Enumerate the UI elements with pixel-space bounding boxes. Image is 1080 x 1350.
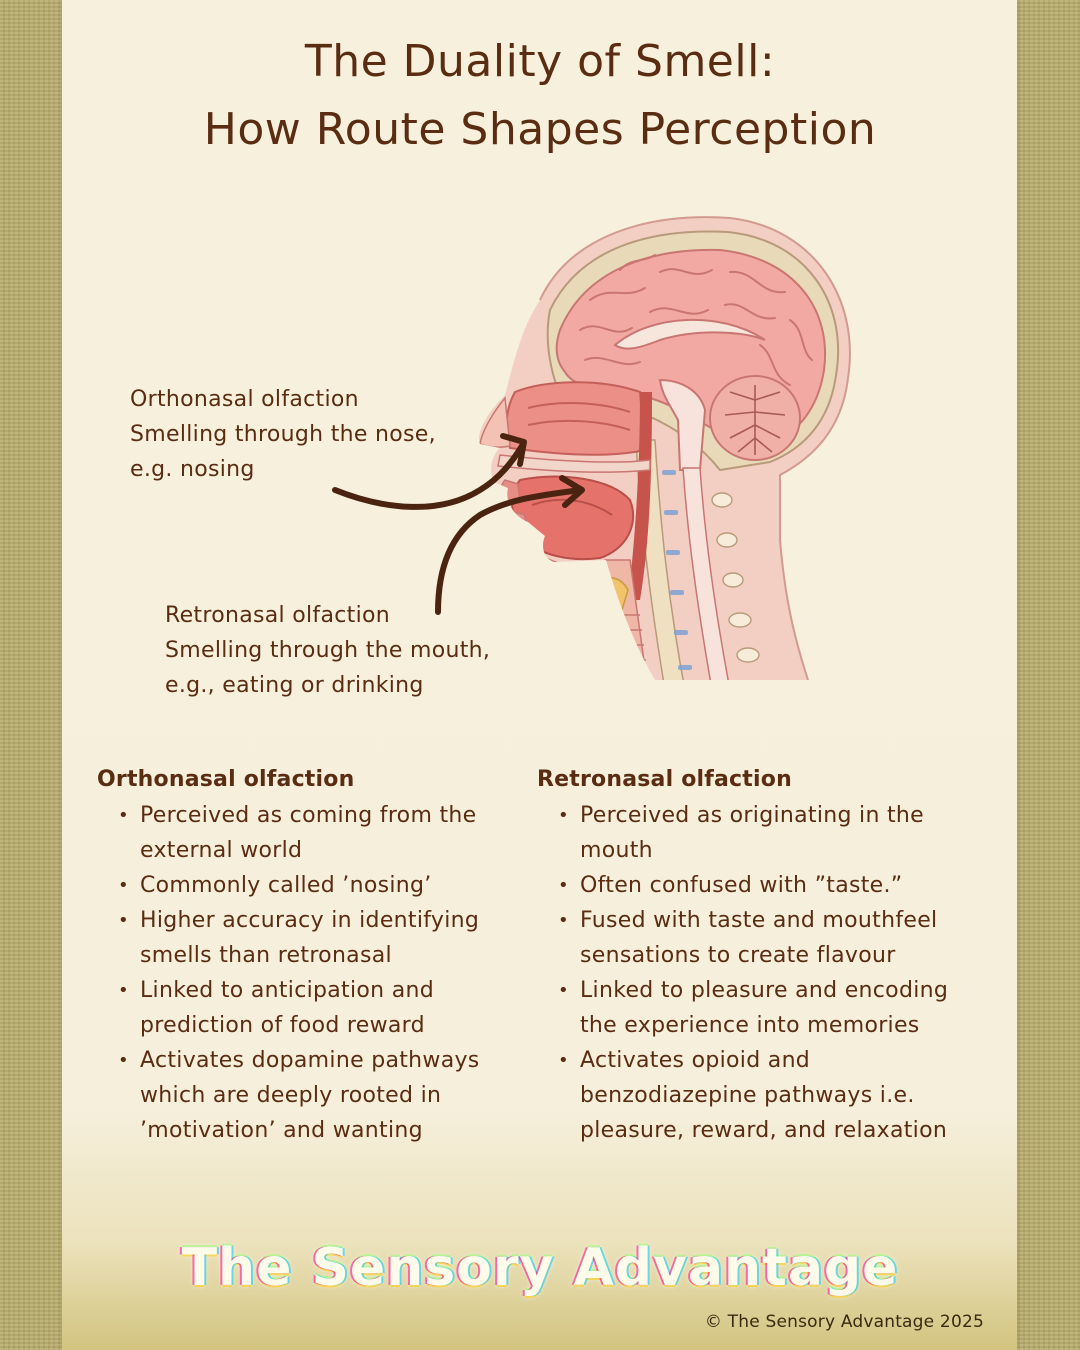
bullet-line: • Fused with taste and mouthfeel: [580, 908, 938, 933]
bullet-line: mouth: [580, 838, 653, 863]
bullet-line: smells than retronasal: [140, 943, 392, 968]
retronasal-bullet: [580, 1043, 977, 1148]
orthonasal-bullet: [140, 1043, 537, 1148]
retronasal-heading: Retronasal olfaction: [537, 767, 792, 792]
bullet-line: external world: [140, 838, 303, 863]
orthonasal-callout-line-3: e.g. nosing: [130, 457, 255, 482]
title-line-2: How Route Shapes Perception: [203, 104, 877, 155]
copyright-notice: © The Sensory Advantage 2025: [704, 1312, 984, 1332]
retronasal-bullet-list: [537, 798, 977, 1148]
retronasal-callout-line-3: e.g., eating or drinking: [165, 673, 424, 698]
retronasal-bullet: [580, 868, 977, 903]
retronasal-column: [537, 762, 977, 1148]
orthonasal-bullet: [140, 868, 537, 903]
orthonasal-callout-line-2: Smelling through the nose,: [130, 422, 436, 447]
retronasal-callout-line-2: Smelling through the mouth,: [165, 638, 491, 663]
title-line-1: The Duality of Smell:: [304, 36, 776, 87]
orthonasal-heading: Orthonasal olfaction: [97, 767, 355, 792]
retronasal-bullet: [580, 798, 977, 868]
bullet-line: pleasure, reward, and relaxation: [580, 1118, 948, 1143]
orthonasal-callout-heading: Orthonasal olfaction: [130, 387, 359, 412]
bullet-line: • Activates opioid and: [580, 1048, 811, 1073]
bullet-line: • Commonly called ’nosing’: [140, 873, 432, 898]
orthonasal-bullet: [140, 798, 537, 868]
retronasal-callout: [165, 598, 490, 703]
bullet-line: • Activates dopamine pathways: [140, 1048, 480, 1073]
bullet-line: • Perceived as coming from the: [140, 803, 477, 828]
bullet-line: • Higher accuracy in identifying: [140, 908, 480, 933]
bullet-line: • Perceived as originating in the: [580, 803, 924, 828]
retronasal-bullet: [580, 973, 977, 1043]
bullet-line: sensations to create flavour: [580, 943, 896, 968]
bullet-line: • Linked to anticipation and: [140, 978, 434, 1003]
retronasal-bullet: [580, 903, 977, 973]
bullet-line: which are deeply rooted in: [140, 1083, 442, 1108]
orthonasal-bullet: [140, 973, 537, 1043]
orthonasal-callout: [130, 382, 436, 487]
orthonasal-bullet-list: [97, 798, 537, 1148]
bullet-line: prediction of food reward: [140, 1013, 425, 1038]
bullet-line: ’motivation’ and wanting: [140, 1118, 423, 1143]
bullet-line: benzodiazepine pathways i.e.: [580, 1083, 915, 1108]
orthonasal-column: [97, 762, 537, 1148]
orthonasal-bullet: [140, 903, 537, 973]
bullet-line: • Often confused with ”taste.”: [580, 873, 903, 898]
brand-logo-text: The Sensory Advantage: [181, 1238, 899, 1298]
bullet-line: • Linked to pleasure and encoding: [580, 978, 949, 1003]
retronasal-callout-heading: Retronasal olfaction: [165, 603, 390, 628]
bullet-line: the experience into memories: [580, 1013, 920, 1038]
